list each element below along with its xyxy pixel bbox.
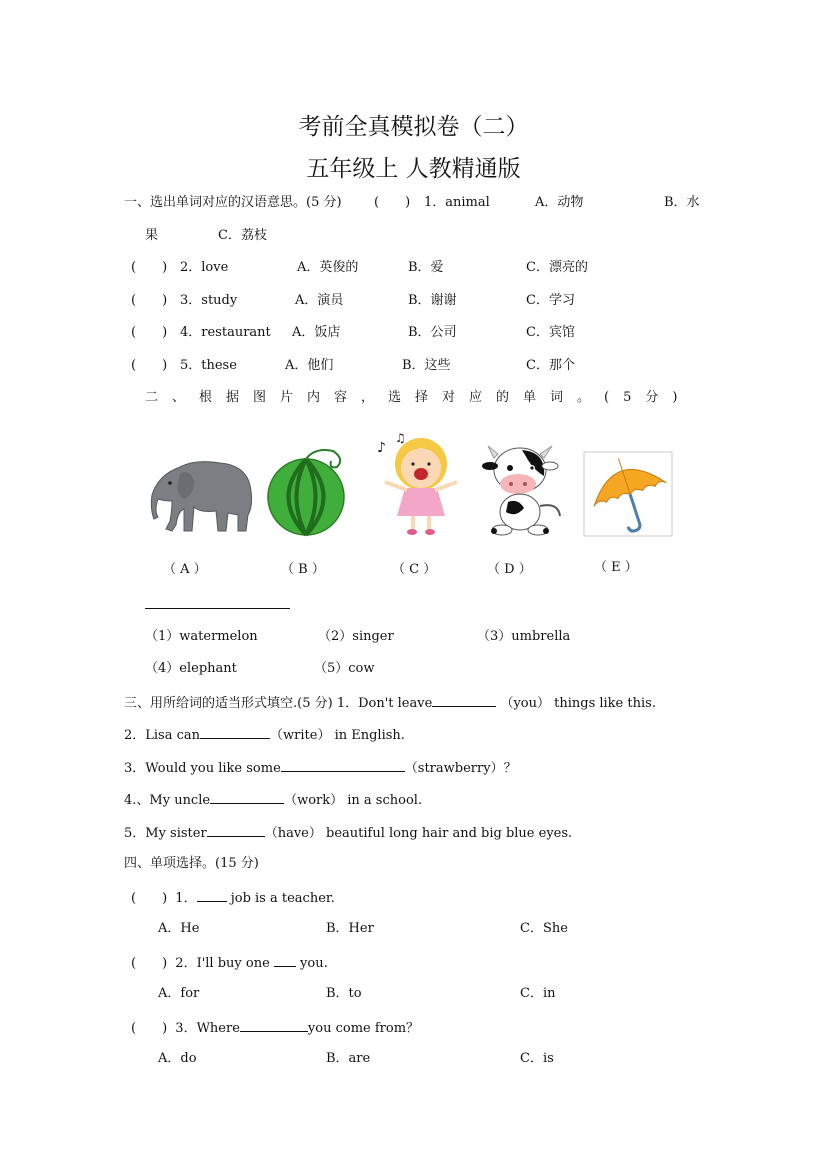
fill-blank-2[interactable] <box>200 726 270 739</box>
mc-q2-option-c: C．in <box>520 986 556 1001</box>
fill-blank-5[interactable] <box>207 824 265 837</box>
q4-option-c: C．宾馆 <box>526 325 575 340</box>
page-subtitle: 五年级上 人教精通版 <box>306 156 521 182</box>
fill-item-2-hint: （write） <box>270 728 331 743</box>
q2-option-c: C．漂亮的 <box>526 260 588 275</box>
fill-item-3-hint: （strawberry） <box>404 761 504 776</box>
cow-picture <box>478 442 564 538</box>
page-title: 考前全真模拟卷（二） <box>298 114 529 140</box>
section1-heading: 一、选出单词对应的汉语意思。(5 分) <box>124 195 342 210</box>
fill-item-5-hint: （have） <box>264 826 322 841</box>
fill-item-3 <box>124 759 517 777</box>
mc-q2-blank[interactable] <box>274 954 296 967</box>
picture-label-c: （ C ） <box>392 562 437 577</box>
mc-q2-pre: 2．I'll buy one <box>175 956 274 971</box>
q4-word: 4．restaurant <box>180 325 271 340</box>
mc-q2-option-a: A．for <box>158 986 200 1001</box>
fill-item-4-post: in a school. <box>343 793 423 808</box>
word-option-4: （4）elephant <box>145 661 237 676</box>
q1-bracket: ( ) <box>374 195 411 210</box>
mc-q3 <box>131 1019 419 1037</box>
q5-option-a: A．他们 <box>285 358 334 373</box>
elephant-picture <box>150 455 258 535</box>
q3-option-b: B．谢谢 <box>408 293 457 308</box>
mc-q3-option-a: A．do <box>158 1051 197 1066</box>
fill-item-1-hint: （you） <box>500 696 550 711</box>
fill-item-5-pre: 5．My sister <box>124 826 207 841</box>
q1-option-b: B．水 <box>664 195 700 210</box>
q1-option-a: A．动物 <box>535 195 584 210</box>
fill-item-4-hint: （work） <box>284 793 344 808</box>
q2-option-b: B．爱 <box>408 260 444 275</box>
singer-girl-picture <box>375 430 463 538</box>
mc-q2-post: you. <box>295 956 328 971</box>
mc-q1-option-c: C．She <box>520 921 568 936</box>
fill-item-3-post: ？ <box>503 761 517 776</box>
q1-word: 1．animal <box>424 195 490 210</box>
mc-q2 <box>131 954 328 972</box>
word-option-5: （5）cow <box>314 661 375 676</box>
umbrella-picture <box>583 451 673 537</box>
mc-q3-pre: 3．Where <box>175 1021 240 1036</box>
q5-word: 5．these <box>180 358 237 373</box>
q2-bracket: ( ) <box>131 260 168 275</box>
q4-option-a: A．饭店 <box>292 325 341 340</box>
picture-label-e: （ E ） <box>594 560 638 575</box>
fill-blank-4[interactable] <box>210 791 284 804</box>
word-option-1: （1）watermelon <box>145 629 258 644</box>
word-option-3: （3）umbrella <box>477 629 571 644</box>
q1-option-b-cont: 果 <box>145 228 159 243</box>
q3-bracket: ( ) <box>131 293 168 308</box>
fill-item-5-post: beautiful long hair and big blue eyes. <box>321 826 573 841</box>
answer-line[interactable] <box>145 608 290 609</box>
picture-label-d: （ D ） <box>487 562 532 577</box>
q2-option-a: A．英俊的 <box>297 260 359 275</box>
q4-bracket: ( ) <box>131 325 168 340</box>
fill-item-2 <box>124 726 405 744</box>
fill-item-3-pre: 3．Would you like some <box>124 761 281 776</box>
mc-q2-bracket: ( ) <box>131 956 168 971</box>
mc-q3-blank[interactable] <box>240 1019 308 1032</box>
q5-bracket: ( ) <box>131 358 168 373</box>
fill-item-5 <box>124 824 572 842</box>
svg-text:♪: ♪ <box>377 440 386 456</box>
mc-q3-option-b: B．are <box>326 1051 371 1066</box>
q3-option-c: C．学习 <box>526 293 575 308</box>
mc-q1-option-b: B．Her <box>326 921 374 936</box>
mc-q3-post: you come from？ <box>307 1021 420 1036</box>
q3-option-a: A．演员 <box>295 293 344 308</box>
mc-q3-option-c: C．is <box>520 1051 554 1066</box>
fill-item-1-pre: 1．Don't leave <box>336 696 433 711</box>
fill-blank-3[interactable] <box>281 759 405 772</box>
word-option-2: （2）singer <box>318 629 394 644</box>
q2-word: 2．love <box>180 260 229 275</box>
fill-item-2-post: in English. <box>330 728 405 743</box>
mc-q1-pre: 1． <box>175 891 197 906</box>
fill-blank-1[interactable] <box>432 694 496 707</box>
q4-option-b: B．公司 <box>408 325 457 340</box>
mc-q3-bracket: ( ) <box>131 1021 168 1036</box>
section2-heading: 二、根据图片内容，选择对应的单词。(5分) <box>145 390 692 405</box>
section3-heading: 三、用所给词的适当形式填空.(5 分) <box>124 696 333 711</box>
svg-text:♫: ♫ <box>395 431 406 445</box>
q1-option-c: C．荔枝 <box>218 228 267 243</box>
q3-word: 3．study <box>180 293 238 308</box>
fill-item-4-pre: 4.、My uncle <box>124 793 211 808</box>
mc-q1-bracket: ( ) <box>131 891 168 906</box>
fill-item-2-pre: 2．Lisa can <box>124 728 201 743</box>
picture-label-b: （ B ） <box>281 562 325 577</box>
mc-q1-option-a: A．He <box>158 921 200 936</box>
q5-option-b: B．这些 <box>402 358 451 373</box>
mc-q1 <box>131 889 335 907</box>
section3-row1 <box>124 694 656 712</box>
q5-option-c: C．那个 <box>526 358 575 373</box>
section4-heading: 四、单项选择。(15 分) <box>124 856 259 871</box>
mc-q2-option-b: B．to <box>326 986 362 1001</box>
watermelon-picture <box>265 445 355 537</box>
fill-item-4 <box>124 791 422 809</box>
fill-item-1-post: things like this. <box>549 696 656 711</box>
mc-q1-post: job is a teacher. <box>226 891 335 906</box>
mc-q1-blank[interactable] <box>197 889 227 902</box>
picture-label-a: （ A ） <box>163 562 207 577</box>
